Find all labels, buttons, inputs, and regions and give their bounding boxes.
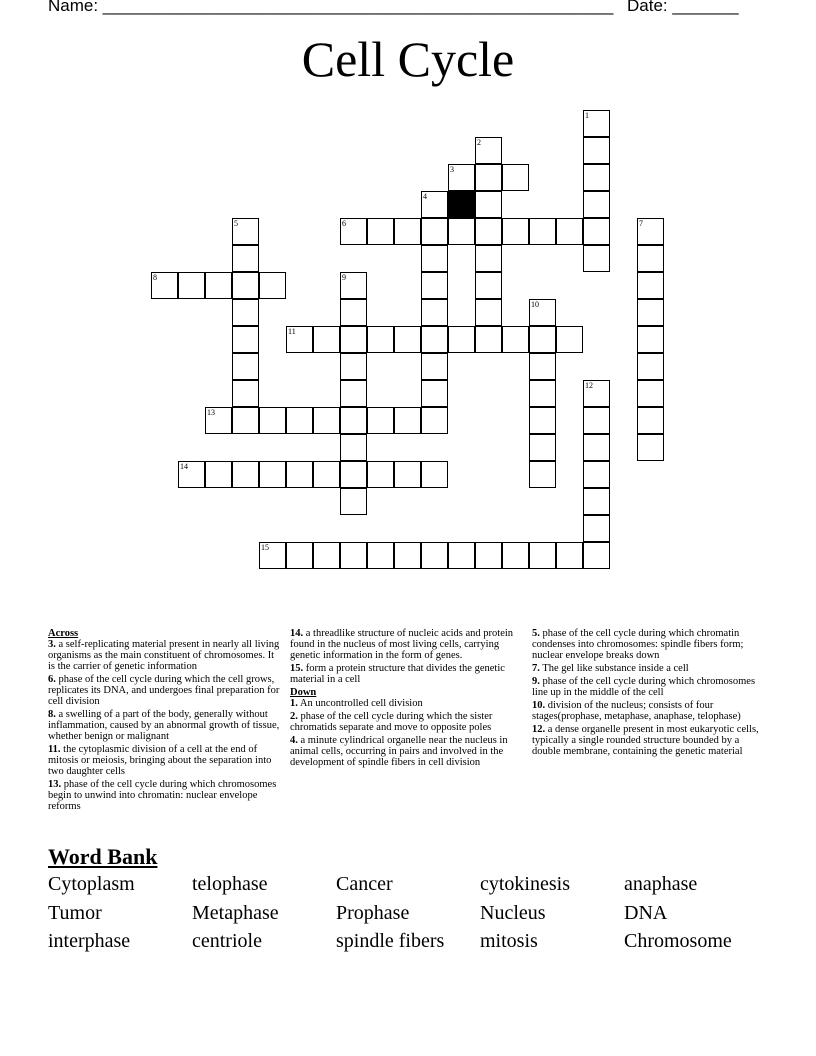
grid-cell[interactable] [637,434,664,461]
grid-cell[interactable] [502,326,529,353]
word-bank-item: anaphase [624,873,698,895]
grid-cell[interactable] [232,380,259,407]
grid-cell[interactable] [178,461,205,488]
grid-cell[interactable] [583,137,610,164]
grid-cell[interactable] [421,191,448,218]
cell-number: 8 [153,273,157,282]
grid-cell[interactable] [178,272,205,299]
grid-cell[interactable] [421,461,448,488]
grid-cell[interactable] [394,326,421,353]
clue-down-1: 1. An uncontrolled cell division [290,698,423,709]
clue-across-3: 3. a self-replicating material present in nearly all living organisms as the main constituent of chromosomes. It is the carrier of genetic information [48,639,280,672]
cell-number: 4 [423,192,427,201]
grid-cell[interactable] [340,326,367,353]
grid-cell[interactable] [529,353,556,380]
grid-cell[interactable] [340,272,367,299]
grid-cell[interactable] [475,542,502,569]
grid-cell[interactable] [232,326,259,353]
grid-cell[interactable] [583,461,610,488]
grid-cell[interactable] [313,326,340,353]
grid-cell[interactable] [313,461,340,488]
grid-cell[interactable] [367,326,394,353]
grid-cell[interactable] [205,272,232,299]
clue-down-9: 9. phase of the cell cycle during which chromosomes line up in the middle of the cell [532,676,756,698]
grid-cell[interactable] [286,326,313,353]
grid-cell[interactable] [583,164,610,191]
grid-cell[interactable] [556,218,583,245]
word-bank-item: mitosis [480,930,538,952]
grid-cell[interactable] [394,407,421,434]
grid-cell[interactable] [259,407,286,434]
grid-cell[interactable] [475,218,502,245]
grid-cell[interactable] [421,407,448,434]
cell-number: 12 [585,381,593,390]
clue-across-6: 6. phase of the cell cycle during which the cell grows, replicates its DNA, and undergoes final preparation for cell division [48,674,280,707]
grid-cell[interactable] [340,380,367,407]
grid-cell[interactable] [583,245,610,272]
grid-cell[interactable] [475,164,502,191]
grid-cell[interactable] [367,218,394,245]
grid-cell[interactable] [448,326,475,353]
grid-cell[interactable] [637,218,664,245]
grid-cell[interactable] [232,272,259,299]
grid-cell[interactable] [421,299,448,326]
name-field-label: Name: ______________________________________________________ [48,0,614,15]
grid-cell[interactable] [421,272,448,299]
grid-cell[interactable] [340,488,367,515]
word-bank-item: Prophase [336,902,410,924]
cell-number: 1 [585,111,589,120]
grid-cell[interactable] [205,407,232,434]
grid-cell[interactable] [340,353,367,380]
cell-number: 2 [477,138,481,147]
clue-down-2: 2. phase of the cell cycle during which the sister chromatids separate and move to opposite poles [290,711,493,733]
grid-cell[interactable] [313,542,340,569]
grid-cell[interactable] [421,542,448,569]
grid-cell[interactable] [583,434,610,461]
grid-cell[interactable] [475,299,502,326]
grid-cell[interactable] [259,542,286,569]
grid-cell[interactable] [286,542,313,569]
clue-across-15: 15. form a protein structure that divides the genetic material in a cell [290,663,505,685]
clues-column-1 [48,628,280,814]
grid-cell[interactable] [529,542,556,569]
cell-number: 3 [450,165,454,174]
grid-cell[interactable] [556,326,583,353]
grid-cell[interactable] [232,245,259,272]
grid-cell[interactable] [475,137,502,164]
grid-cell[interactable] [529,434,556,461]
word-bank-item: telophase [192,873,268,895]
cell-number: 5 [234,219,238,228]
grid-cell[interactable] [394,218,421,245]
grid-cell[interactable] [529,218,556,245]
grid-cell[interactable] [502,164,529,191]
grid-cell[interactable] [583,380,610,407]
clue-down-12: 12. a dense organelle present in most eukaryotic cells, typically a single rounded structure bounded by a double membrane, containing the genetic material [532,724,759,757]
grid-cell[interactable] [259,272,286,299]
grid-cell[interactable] [583,542,610,569]
clue-across-8: 8. a swelling of a part of the body, generally without inflammation, caused by an abnormal growth of tissue, whether benign or malignant [48,709,280,742]
grid-cell[interactable] [583,110,610,137]
grid-cell[interactable] [529,407,556,434]
grid-cell[interactable] [448,218,475,245]
clues-column-2 [290,628,525,770]
grid-cell[interactable] [529,380,556,407]
word-bank-item: interphase [48,930,131,952]
word-bank-item: Tumor [48,902,102,924]
grid-cell[interactable] [232,299,259,326]
grid-cell[interactable] [232,218,259,245]
across-heading: Across [48,628,79,639]
grid-cell[interactable] [583,218,610,245]
grid-cell[interactable] [340,434,367,461]
grid-cell[interactable] [340,218,367,245]
grid-cell[interactable] [394,461,421,488]
grid-cell[interactable] [475,191,502,218]
clue-down-10: 10. division of the nucleus; consists of four stages(prophase, metaphase, anaphase, telophase) [532,700,741,722]
word-bank-heading: Word Bank [48,844,158,869]
grid-cell[interactable] [286,407,313,434]
word-bank-item: Cancer [336,873,393,895]
grid-cell[interactable] [637,380,664,407]
clue-down-7: 7. The gel like substance inside a cell [532,663,689,674]
clues-column-3 [532,628,760,759]
grid-cell[interactable] [421,245,448,272]
grid-cell[interactable] [583,515,610,542]
grid-cell[interactable] [556,542,583,569]
grid-cell[interactable] [394,542,421,569]
grid-cell[interactable] [502,218,529,245]
cell-number: 10 [531,300,539,309]
grid-cell[interactable] [313,407,340,434]
word-bank-item: Chromosome [624,930,732,952]
grid-cell[interactable] [367,461,394,488]
grid-cell[interactable] [340,299,367,326]
cell-number: 14 [180,462,188,471]
grid-cell[interactable] [583,407,610,434]
grid-cell[interactable] [259,461,286,488]
cell-number: 13 [207,408,215,417]
grid-cell[interactable] [151,272,178,299]
grid-cell[interactable] [583,191,610,218]
word-bank-item: centriole [192,930,262,952]
word-bank-item: DNA [624,902,668,924]
grid-cell[interactable] [502,542,529,569]
clue-down-5: 5. phase of the cell cycle during which chromatin condenses into chromosomes: spindle fibers form; nuclear envelope breaks down [532,628,744,661]
cell-number: 9 [342,273,346,282]
clue-across-13: 13. phase of the cell cycle during which chromosomes begin to unwind into chromatin: nuclear envelope reforms [48,779,277,812]
grid-cell[interactable] [637,353,664,380]
grid-cell[interactable] [637,299,664,326]
grid-cell[interactable] [475,326,502,353]
grid-cell[interactable] [448,542,475,569]
grid-cell[interactable] [529,461,556,488]
word-bank-item: spindle fibers [336,930,445,952]
grid-cell[interactable] [421,353,448,380]
grid-cell[interactable] [637,407,664,434]
grid-cell[interactable] [340,542,367,569]
grid-cell[interactable] [421,218,448,245]
down-heading: Down [290,687,317,698]
grid-cell[interactable] [286,461,313,488]
grid-cell[interactable] [340,461,367,488]
grid-cell[interactable] [421,326,448,353]
cell-number: 7 [639,219,643,228]
black-square [448,191,475,218]
clue-down-4: 4. a minute cylindrical organelle near the nucleus in animal cells, occurring in pairs and involved in the development of spindle fibers in cell division [290,735,508,768]
grid-cell[interactable] [475,245,502,272]
word-bank-item: Cytoplasm [48,873,135,895]
grid-cell[interactable] [421,380,448,407]
page-title: Cell Cycle [301,31,515,87]
grid-cell[interactable] [367,542,394,569]
date-field-label: Date: _______ [627,0,739,15]
grid-cell[interactable] [232,353,259,380]
grid-cell[interactable] [448,164,475,191]
clue-across-11: 11. the cytoplasmic division of a cell at the end of mitosis or meiosis, bringing about the separation into two daughter cells [48,744,272,777]
clue-across-14: 14. a threadlike structure of nucleic acids and protein found in the nucleus of most living cells, carrying genetic information in the form of genes. [290,628,514,661]
grid-cell[interactable] [637,326,664,353]
grid-cell[interactable] [529,326,556,353]
word-bank-item: Nucleus [480,902,546,924]
grid-cell[interactable] [367,407,394,434]
cell-number: 6 [342,219,346,228]
word-bank-item: Metaphase [192,902,279,924]
grid-cell[interactable] [637,245,664,272]
cell-number: 11 [288,327,296,336]
grid-cell[interactable] [232,407,259,434]
grid-cell[interactable] [475,272,502,299]
grid-cell[interactable] [205,461,232,488]
word-bank-item: cytokinesis [480,873,570,895]
grid-cell[interactable] [583,488,610,515]
grid-cell[interactable] [232,461,259,488]
grid-cell[interactable] [637,272,664,299]
cell-number: 15 [261,543,269,552]
grid-cell[interactable] [529,299,556,326]
grid-cell[interactable] [340,407,367,434]
